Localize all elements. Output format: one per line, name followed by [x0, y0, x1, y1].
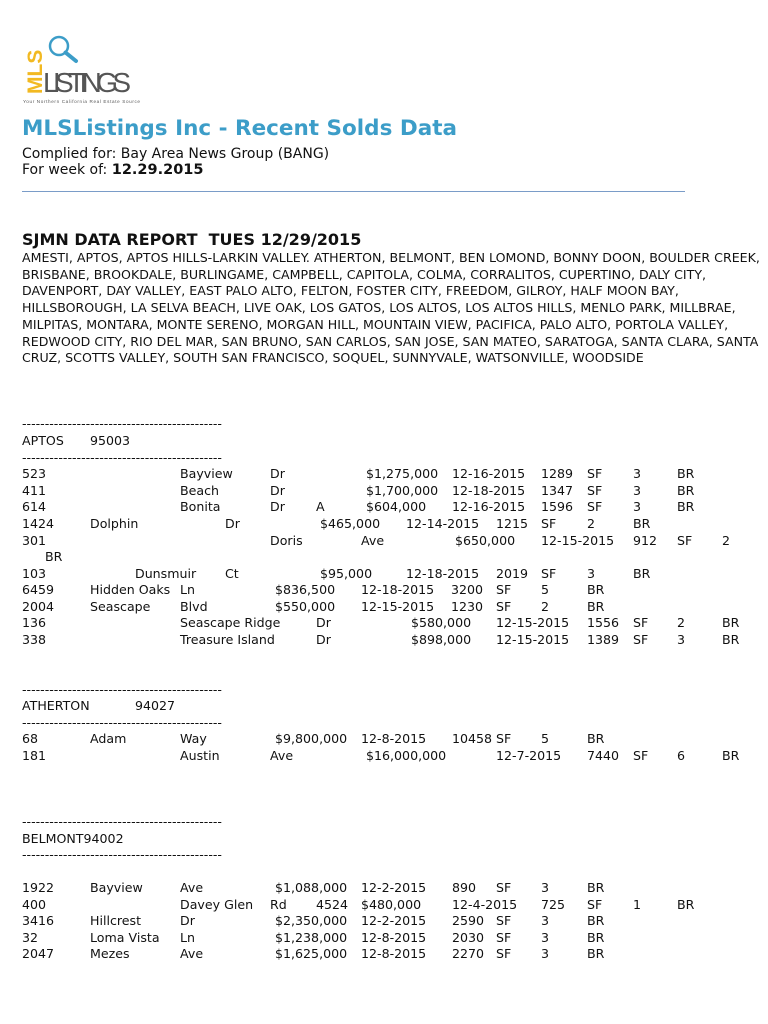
table-cell: 12-8-2015: [361, 930, 427, 945]
table-cell: 12-18-2015: [406, 566, 480, 581]
table-cell: Seascape: [90, 599, 151, 614]
week-value: 12.29.2015: [111, 162, 204, 178]
divider: --------------------------------------------: [22, 682, 222, 697]
mlslistings-logo: [22, 32, 147, 107]
table-cell: BR: [722, 632, 740, 647]
table-cell: Bonita: [180, 499, 221, 514]
table-cell: 3: [541, 946, 550, 961]
table-cell: 2: [587, 516, 596, 531]
divider: --------------------------------------------: [22, 847, 222, 862]
table-cell: Davey Glen: [180, 897, 254, 912]
table-cell: Rd: [270, 897, 287, 912]
table-cell: BR: [587, 930, 605, 945]
table-cell: 1289: [541, 466, 574, 481]
table-cell: BR: [587, 582, 605, 597]
table-cell: SF: [541, 516, 557, 531]
table-cell: 3: [633, 483, 642, 498]
table-cell: Seascape Ridge: [180, 615, 281, 630]
section-zip: 94027: [135, 698, 176, 713]
table-cell: 3: [541, 930, 550, 945]
table-cell: Ct: [225, 566, 239, 581]
table-cell: 411: [22, 483, 47, 498]
table-cell: Ave: [270, 748, 294, 763]
table-cell: 2: [677, 615, 686, 630]
table-cell: 12-16-2015: [452, 499, 526, 514]
table-cell: $1,275,000: [366, 466, 439, 481]
table-cell: BR: [587, 599, 605, 614]
table-cell: $1,625,000: [275, 946, 348, 961]
table-cell: SF: [633, 632, 649, 647]
table-cell: 2: [722, 533, 731, 548]
table-cell: 523: [22, 466, 47, 481]
table-cell: 12-15-2015: [361, 599, 435, 614]
table-cell: 12-4-2015: [452, 897, 518, 912]
table-cell: SF: [587, 466, 603, 481]
table-cell: Mezes: [90, 946, 130, 961]
table-cell: Dr: [316, 632, 331, 647]
table-cell: 1230: [451, 599, 484, 614]
table-cell: 6459: [22, 582, 55, 597]
section-place: ATHERTON: [22, 698, 90, 713]
table-cell: Ave: [180, 946, 204, 961]
table-cell: $2,350,000: [275, 913, 348, 928]
table-cell: Dr: [180, 913, 195, 928]
table-cell: Dr: [225, 516, 240, 531]
table-cell: 12-15-2015: [541, 533, 615, 548]
table-cell: Dolphin: [90, 516, 139, 531]
table-cell: Dr: [316, 615, 331, 630]
table-cell: Hillcrest: [90, 913, 142, 928]
table-cell: 7440: [587, 748, 620, 763]
table-cell: SF: [587, 897, 603, 912]
table-cell: BR: [677, 466, 695, 481]
table-cell: 12-2-2015: [361, 913, 427, 928]
table-cell: 12-18-2015: [361, 582, 435, 597]
section-place: BELMONT94002: [22, 831, 124, 846]
logo-listings-text: LISTINGS: [43, 67, 131, 98]
table-cell: 6: [677, 748, 686, 763]
table-cell: 3200: [451, 582, 484, 597]
table-cell: SF: [677, 533, 693, 548]
table-cell: BR: [722, 615, 740, 630]
table-cell: $95,000: [320, 566, 373, 581]
table-cell: 2019: [496, 566, 529, 581]
table-cell: $16,000,000: [366, 748, 447, 763]
table-cell: Doris: [270, 533, 303, 548]
header-divider: [22, 191, 685, 192]
table-cell: 338: [22, 632, 47, 647]
table-cell: BR: [587, 946, 605, 961]
table-cell: Ave: [180, 880, 204, 895]
table-cell: Way: [180, 731, 207, 746]
table-cell: $836,500: [275, 582, 336, 597]
table-cell: 12-7-2015: [496, 748, 562, 763]
table-cell: 2004: [22, 599, 55, 614]
table-cell: 1556: [587, 615, 620, 630]
table-cell: 12-18-2015: [452, 483, 526, 498]
table-cell: Blvd: [180, 599, 208, 614]
table-cell: 2270: [452, 946, 485, 961]
table-cell: BR: [587, 731, 605, 746]
table-cell: 12-14-2015: [406, 516, 480, 531]
compiled-for: Complied for: Bay Area News Group (BANG): [22, 146, 330, 162]
table-cell: 3: [677, 632, 686, 647]
table-cell: 1215: [496, 516, 529, 531]
table-cell: Bayview: [180, 466, 233, 481]
table-cell: SF: [496, 930, 512, 945]
table-cell: Dr: [270, 466, 285, 481]
table-cell: 890: [452, 880, 477, 895]
table-cell: 2590: [452, 913, 485, 928]
divider: --------------------------------------------: [22, 814, 222, 829]
table-cell: 4524: [316, 897, 349, 912]
table-cell: SF: [633, 615, 649, 630]
table-cell: $550,000: [275, 599, 336, 614]
table-cell: 400: [22, 897, 47, 912]
page-title: MLSListings Inc - Recent Solds Data: [22, 116, 457, 141]
table-cell: 1: [633, 897, 642, 912]
city-list: AMESTI, APTOS, APTOS HILLS-LARKIN VALLEY. ATHERTON, BELMONT, BEN LOMOND, BONNY DOON, BOULDER CREEK, BRISBANE, BROOKDALE, BURLINGAME, CAMPBELL, CAPITOLA, COLMA, CORRALITOS, CUPERTINO, DALY CITY, DAVENPORT, DAY VALLEY, EAST PALO ALTO, FELTON, FOSTER CITY, FREEDOM, GILROY, HALF MOON BAY, HILLSBOROUGH, LA SELVA BEACH, LIVE OAK, LOS GATOS, LOS ALTOS, LOS ALTOS HILLS, MENLO PARK, MILLBRAE, MILPITAS, MONTARA, MONTE SERENO, MORGAN HILL, MOUNTAIN VIEW, PACIFICA, PALO ALTO, PORTOLA VALLEY, REDWOOD CITY, RIO DEL MAR, SAN BRUNO, SAN CARLOS, SAN JOSE, SAN MATEO, SARATOGA, SANTA CLARA, SANTA CRUZ, SCOTTS VALLEY, SOUTH SAN FRANCISCO, SOQUEL, SUNNYVALE, WATSONVILLE, WOODSIDE: [22, 250, 760, 366]
table-cell: SF: [587, 499, 603, 514]
table-cell: BR: [677, 499, 695, 514]
table-cell: SF: [541, 566, 557, 581]
table-cell: BR: [677, 483, 695, 498]
table-cell: 12-15-2015: [496, 615, 570, 630]
table-cell: 32: [22, 930, 39, 945]
logo-mls-text: MLS: [24, 49, 47, 94]
table-cell: 3: [633, 499, 642, 514]
table-cell: $650,000: [455, 533, 516, 548]
table-cell: 136: [22, 615, 47, 630]
table-cell: 12-2-2015: [361, 880, 427, 895]
table-cell: Austin: [180, 748, 220, 763]
table-cell: $9,800,000: [275, 731, 348, 746]
table-cell: 12-15-2015: [496, 632, 570, 647]
table-cell: Ln: [180, 582, 195, 597]
table-cell: 12-8-2015: [361, 946, 427, 961]
table-cell: 181: [22, 748, 47, 763]
table-cell: 3: [587, 566, 596, 581]
table-cell: Dunsmuir: [135, 566, 197, 581]
table-cell: Treasure Island: [180, 632, 275, 647]
table-cell: BR: [722, 748, 740, 763]
table-cell: 2047: [22, 946, 55, 961]
table-cell: $604,000: [366, 499, 427, 514]
table-cell: $1,088,000: [275, 880, 348, 895]
table-cell: 301: [22, 533, 47, 548]
table-cell: Adam: [90, 731, 127, 746]
table-cell: SF: [496, 880, 512, 895]
divider: --------------------------------------------: [22, 450, 222, 465]
table-cell: 12-16-2015: [452, 466, 526, 481]
table-cell: Ave: [361, 533, 385, 548]
section-place: APTOS: [22, 433, 64, 448]
table-cell: BR: [587, 913, 605, 928]
table-cell: Dr: [270, 483, 285, 498]
table-cell: 614: [22, 499, 47, 514]
table-cell: SF: [496, 582, 512, 597]
table-cell: 68: [22, 731, 39, 746]
table-cell: 912: [633, 533, 658, 548]
section-zip: 95003: [90, 433, 131, 448]
table-cell: Beach: [180, 483, 220, 498]
table-cell: 5: [541, 582, 550, 597]
table-cell: 1424: [22, 516, 55, 531]
report-title: SJMN DATA REPORT TUES 12/29/2015: [22, 230, 362, 249]
table-cell: 3: [541, 913, 550, 928]
table-cell: 2: [541, 599, 550, 614]
table-cell: Bayview: [90, 880, 143, 895]
divider: --------------------------------------------: [22, 416, 222, 431]
table-cell: 10458: [452, 731, 493, 746]
table-cell: $1,238,000: [275, 930, 348, 945]
table-cell: $580,000: [411, 615, 472, 630]
table-cell: BR: [587, 880, 605, 895]
table-cell: SF: [587, 483, 603, 498]
table-cell: 3: [633, 466, 642, 481]
table-cell: SF: [496, 913, 512, 928]
table-cell: Loma Vista: [90, 930, 160, 945]
table-cell: BR: [677, 897, 695, 912]
table-cell: SF: [496, 731, 512, 746]
table-cell: SF: [496, 599, 512, 614]
table-cell: Ln: [180, 930, 195, 945]
divider: --------------------------------------------: [22, 715, 222, 730]
table-cell: 3: [541, 880, 550, 895]
table-cell: $480,000: [361, 897, 422, 912]
table-cell: $465,000: [320, 516, 381, 531]
table-cell: 1389: [587, 632, 620, 647]
table-cell: 1347: [541, 483, 574, 498]
table-cell: Hidden Oaks: [90, 582, 171, 597]
table-cell: 5: [541, 731, 550, 746]
week-label: For week of:: [22, 162, 112, 178]
table-cell: 103: [22, 566, 47, 581]
table-cell: BR: [633, 566, 651, 581]
table-cell: 1922: [22, 880, 55, 895]
week-of: [22, 162, 203, 178]
table-cell: $898,000: [411, 632, 472, 647]
logo-tagline: Your Northern California Real Estate Source: [23, 99, 140, 104]
table-cell: 1596: [541, 499, 574, 514]
table-cell: $1,700,000: [366, 483, 439, 498]
table-cell: SF: [633, 748, 649, 763]
table-cell: A: [316, 499, 325, 514]
table-cell: BR: [45, 549, 63, 564]
table-cell: Dr: [270, 499, 285, 514]
table-cell: 2030: [452, 930, 485, 945]
table-cell: 725: [541, 897, 566, 912]
table-cell: 3416: [22, 913, 55, 928]
table-cell: 12-8-2015: [361, 731, 427, 746]
table-cell: BR: [633, 516, 651, 531]
table-cell: SF: [496, 946, 512, 961]
